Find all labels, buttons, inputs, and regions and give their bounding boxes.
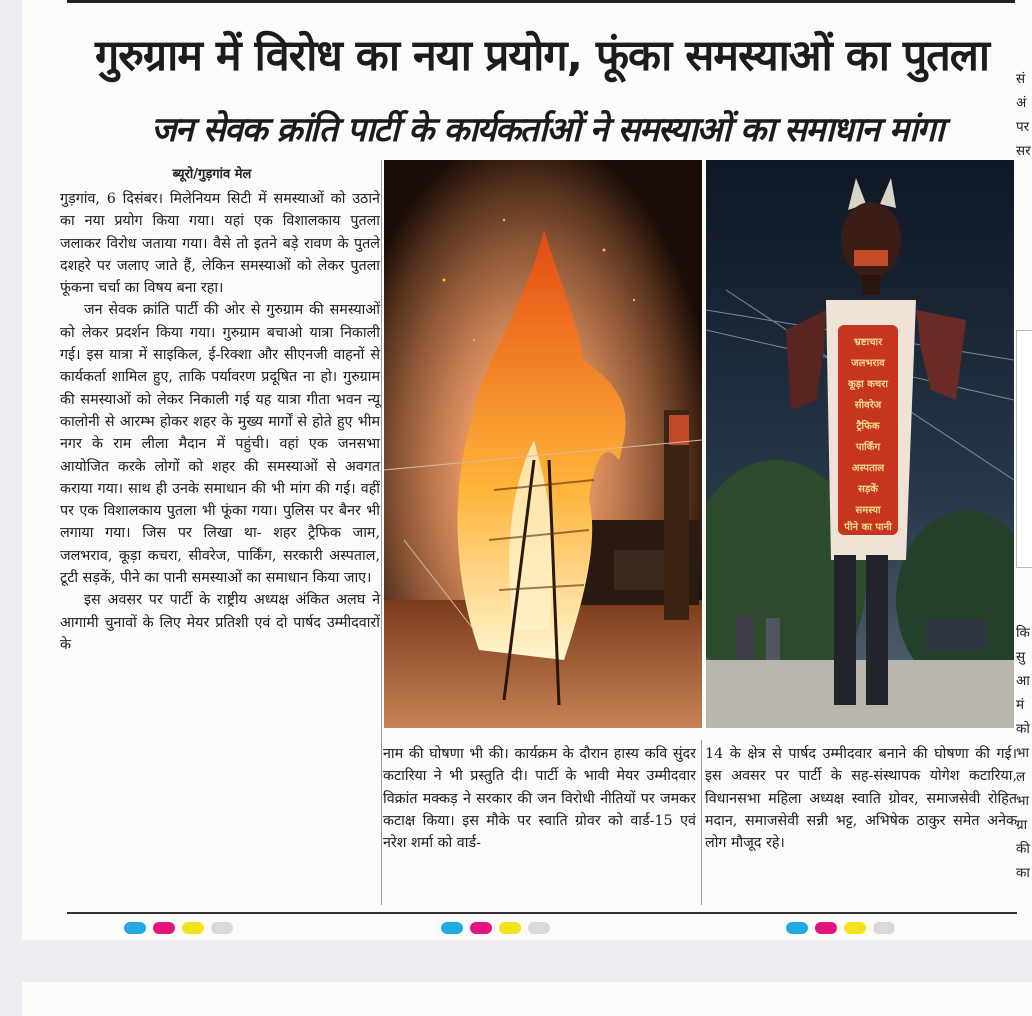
bottom-rule (67, 912, 1017, 914)
magenta-dot (470, 922, 492, 934)
column-divider (701, 740, 702, 905)
yellow-dot (844, 922, 866, 934)
cyan-dot (441, 922, 463, 934)
paragraph: नाम की घोषणा भी की। कार्यक्रम के दौरान हास्य कवि सुंदर कटारिया ने भी प्रस्तुति दी। पार्टी के भावी मेयर उम्मीदवार विक्रांत मक्कड़ ने सरकार की जन विरोधी नीतियों पर जमकर कटाक्ष किया। इस मौके पर स्वाति ग्रोवर को वार्ड-15 एवं नरेश शर्मा को वार्ड- (383, 746, 696, 852)
edge-text-fragment: सु (1016, 649, 1026, 665)
effigy-banner-line: समस्या (855, 505, 881, 516)
article-column-3 (705, 743, 1017, 854)
grey-dot (211, 922, 233, 934)
edge-text-fragment: पर (1016, 119, 1030, 135)
article-column-2 (383, 743, 696, 854)
paragraph: गुड़गांव, 6 दिसंबर। मिलेनियम सिटी में समस्याओं को उठाने का नया प्रयोग किया गया। यहां एक विशालकाय पुतला जलाकर विरोध जताया गया। वैसे तो इतने बड़े रावण के पुतले दशहरे पर जलाए जाते हैं, लेकिन समस्याओं को लेकर पुतला फूंकना चर्चा का विषय बना रहा। (60, 191, 380, 297)
edge-text-fragment: की (1016, 841, 1030, 857)
registration-marks (441, 922, 550, 934)
newspaper-page (22, 0, 1032, 940)
adjacent-photo-frame (1016, 330, 1032, 568)
edge-text-fragment: अं (1016, 95, 1027, 111)
cyan-dot (786, 922, 808, 934)
edge-text-fragment: सं (1016, 71, 1026, 87)
paragraph: 14 के क्षेत्र से पार्षद उम्मीदवार बनाने की घोषणा की गई। इस अवसर पर पार्टी के सह-संस्थापक योगेश कटारिया, विधानसभा महिला अध्यक्ष स्वाति ग्रोवर, समाजसेवी रोहित मदान, समाजसेवी सन्नी भट्ट, अभिषेक ठाकुर समेत अनेक लोग मौजूद रहे। (705, 746, 1017, 852)
edge-text-fragment: का (1016, 865, 1030, 881)
adjacent-article-edge (1016, 0, 1032, 940)
edge-text-fragment: को (1016, 721, 1030, 737)
effigy-banner-line: सीवरेज (854, 400, 882, 411)
edge-text-fragment: ल (1016, 769, 1026, 785)
edge-text-fragment: आ (1016, 673, 1030, 689)
effigy-banner-line: पार्किंग (855, 442, 881, 453)
cyan-dot (124, 922, 146, 934)
photo-standing-effigy (706, 160, 1014, 728)
edge-text-fragment: मं (1016, 697, 1025, 713)
magenta-dot (153, 922, 175, 934)
subheadline: जन सेवक क्रांति पार्टी के कार्यकर्ताओं ने समस्याओं का समाधान मांगा (151, 110, 943, 150)
magenta-dot (815, 922, 837, 934)
headline: गुरुग्राम में विरोध का नया प्रयोग, फूंका समस्याओं का पुतला (94, 31, 990, 81)
registration-marks (786, 922, 895, 934)
registration-marks (124, 922, 233, 934)
effigy-banner-line: भ्रष्टाचार (853, 337, 883, 348)
effigy-banner-line: सड़कें (858, 484, 878, 495)
column-divider (381, 160, 382, 905)
paragraph: इस अवसर पर पार्टी के राष्ट्रीय अध्यक्ष अंकित अलघ ने आगामी चुनावों के लिए मेयर प्रतिशी एवं दो पार्षद उम्मीदवारों के (60, 592, 380, 653)
effigy-banner-line: कूड़ा कचरा (848, 379, 888, 390)
edge-text-fragment: सर (1016, 143, 1031, 159)
yellow-dot (182, 922, 204, 934)
photo-burning-effigy (384, 160, 702, 728)
effigy-banner-line: अस्पताल (851, 463, 885, 474)
edge-text-fragment: ग्रा (1016, 817, 1028, 833)
effigy-banner-line: पीने का पानी (844, 522, 892, 533)
grey-dot (873, 922, 895, 934)
next-page-edge (22, 982, 1032, 1016)
article-column-1 (60, 188, 380, 656)
standing-effigy-illustration (706, 160, 1014, 728)
effigy-banner-line: ट्रैफिक (856, 421, 880, 432)
top-rule (67, 0, 1015, 3)
edge-text-fragment: भा (1016, 793, 1029, 809)
edge-text-fragment: भा (1016, 745, 1029, 761)
byline: ब्यूरो/गुड़गांव मेल (172, 167, 252, 182)
burning-effigy-illustration (384, 160, 702, 728)
grey-dot (528, 922, 550, 934)
paragraph: जन सेवक क्रांति पार्टी की ओर से गुरुग्राम की समस्याओं को लेकर प्रदर्शन किया गया। गुरुग्राम बचाओ यात्रा निकाली गई। इस यात्रा में साइकिल, ई-रिक्शा और सीएनजी वाहनों से कार्यकर्ता शामिल हुए, ताकि पर्यावरण प्रदूषित ना हो। गुरुग्राम की समस्याओं को लेकर निकाली गई यह यात्रा गीता भवन न्यू कालोनी से आरम्भ होकर शहर के मुख्य मार्गों से होते हुए भीम नगर के राम लीला मैदान में पहुंची। वहां एक जनसभा आयोजित करके लोगों को शहर की समस्याओं से अवगत कराया गया। साथ ही उनके समाधान की भी मांग की गई। वहीं पर एक विशालकाय पुतला भी फूंका गया। पुलिस पर बैनर भी लगाया गया। जिस पर लिखा था- शहर ट्रैफिक जाम, जलभराव, कूड़ा कचरा, सीवरेज, पार्किंग, सरकारी अस्पताल, टूटी सड़कें, पीने का पानी समस्याओं का समाधान किया जाए। (60, 302, 380, 587)
edge-text-fragment: कि (1016, 625, 1030, 641)
yellow-dot (499, 922, 521, 934)
effigy-banner-line: जलभराव (851, 358, 885, 369)
